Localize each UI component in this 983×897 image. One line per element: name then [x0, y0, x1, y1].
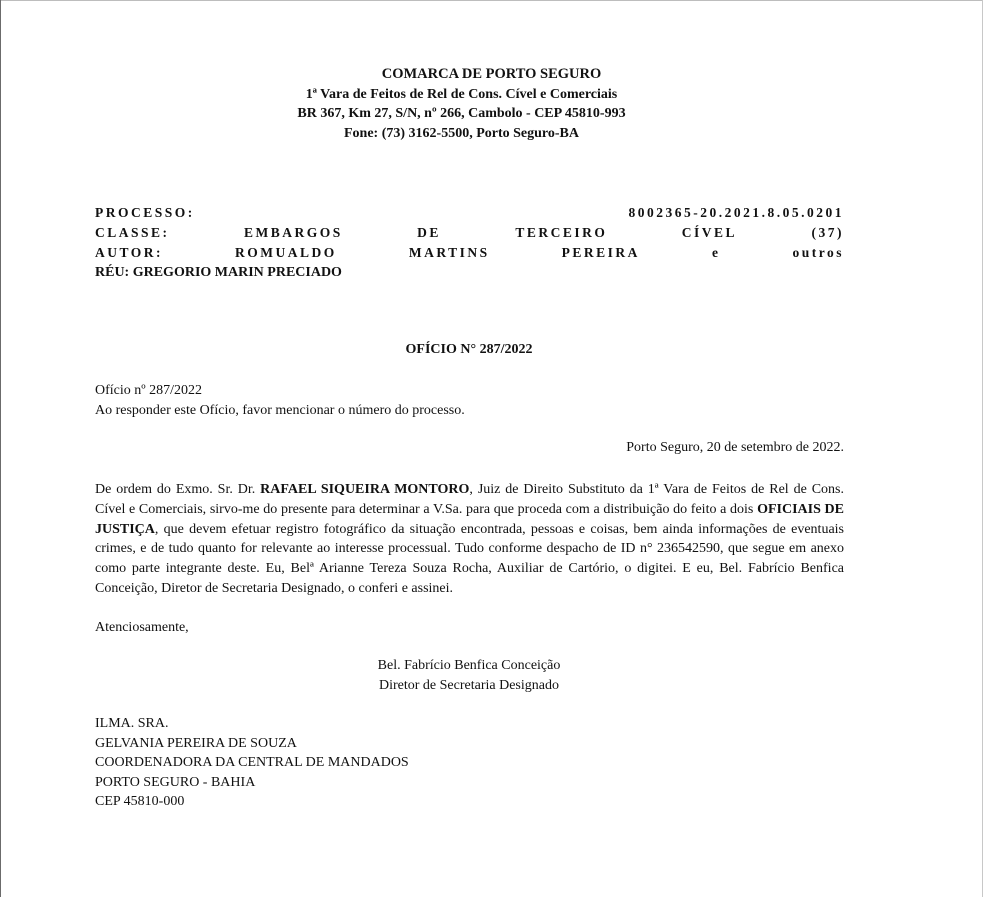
oficio-reference: Ofício nº 287/2022 — [95, 383, 202, 398]
classe-word: TERCEIRO — [515, 225, 608, 240]
recipient-salutation: ILMA. SRA. — [95, 716, 169, 731]
body-part-3: , que devem efetuar registro fotográfico da situação encontrada, pessoas e coisas, bem ainda informações de eventuais crimes, e de tudo quanto for relevante ao interesse processual. Tudo conforme despacho de ID n° 236542590, que segue em anexo como parte integrante deste. Eu, Belª Arianne Tereza Souza Rocha, Auxiliar de Cartório, o digitei. E eu, Bel. Fabrício Benfica Conceição, Diretor de Secretaria Designado, o conferi e assinei. — [95, 521, 844, 596]
classe-word: EMBARGOS — [243, 225, 343, 240]
officials-emphasis: OFICIAIS DE JUSTIÇA — [95, 501, 844, 537]
case-reu: RÉU: GREGORIO MARIN PRECIADO — [95, 265, 342, 280]
case-classe-row — [95, 223, 844, 243]
autor-label: AUTOR: — [95, 245, 164, 260]
recipient-name: GELVANIA PEREIRA DE SOUZA — [95, 735, 297, 751]
classe-label: CLASSE: — [95, 225, 170, 240]
header-vara: 1ª Vara de Feitos de Rel de Cons. Cível e Comerciais — [305, 86, 618, 102]
case-info — [95, 203, 844, 283]
recipient-block — [95, 714, 409, 812]
recipient-role: COORDENADORA DA CENTRAL DE MANDADOS — [95, 755, 409, 770]
judge-name: RAFAEL SIQUEIRA MONTORO — [260, 482, 470, 497]
signature-name: Bel. Fabrício Benfica Conceição — [377, 658, 561, 673]
classe-word: (37) — [811, 225, 844, 240]
recipient-city: PORTO SEGURO - BAHIA — [95, 774, 256, 790]
header-address: BR 367, Km 27, S/N, nº 266, Cambolo - CEP 45810-993 — [297, 106, 626, 121]
body-part-1: De ordem do Exmo. Sr. Dr. — [95, 482, 261, 497]
classe-word: DE — [417, 225, 441, 240]
header-phone: Fone: (73) 3162-5500, Porto Seguro-BA — [344, 125, 579, 141]
body-paragraph — [95, 480, 844, 599]
autor-word: MARTINS — [408, 245, 490, 260]
signature-title: Diretor de Secretaria Designado — [379, 677, 559, 693]
page-top-border — [0, 0, 983, 1]
signature-block — [0, 656, 938, 695]
autor-word: e — [711, 245, 721, 260]
oficio-title: OFÍCIO N° 287/2022 — [405, 342, 533, 357]
classe-word: CÍVEL — [681, 225, 738, 240]
processo-number: 8002365-20.2021.8.05.0201 — [628, 205, 844, 220]
response-instruction: Ao responder este Ofício, favor mencionar o número do processo. — [95, 402, 465, 418]
body-part-2: , Juiz de Direito Substituto da 1ª Vara de Feitos de Rel de Cons. Cível e Comerciais, sirvo-me do presente para determinar a V.Sa. para que proceda com a distribuição do feito a dois — [95, 482, 844, 517]
intro-block — [95, 381, 465, 420]
recipient-cep: CEP 45810-000 — [95, 794, 185, 809]
case-processo-row — [95, 203, 844, 223]
document-header — [0, 65, 983, 143]
autor-word: PEREIRA — [561, 245, 640, 260]
processo-label: PROCESSO: — [95, 205, 195, 220]
header-comarca: COMARCA DE PORTO SEGURO — [381, 66, 602, 82]
autor-word: outros — [792, 245, 844, 260]
autor-word: ROMUALDO — [235, 245, 337, 260]
date-line: Porto Seguro, 20 de setembro de 2022. — [626, 440, 844, 455]
closing: Atenciosamente, — [95, 620, 189, 635]
case-autor-row — [95, 243, 844, 263]
